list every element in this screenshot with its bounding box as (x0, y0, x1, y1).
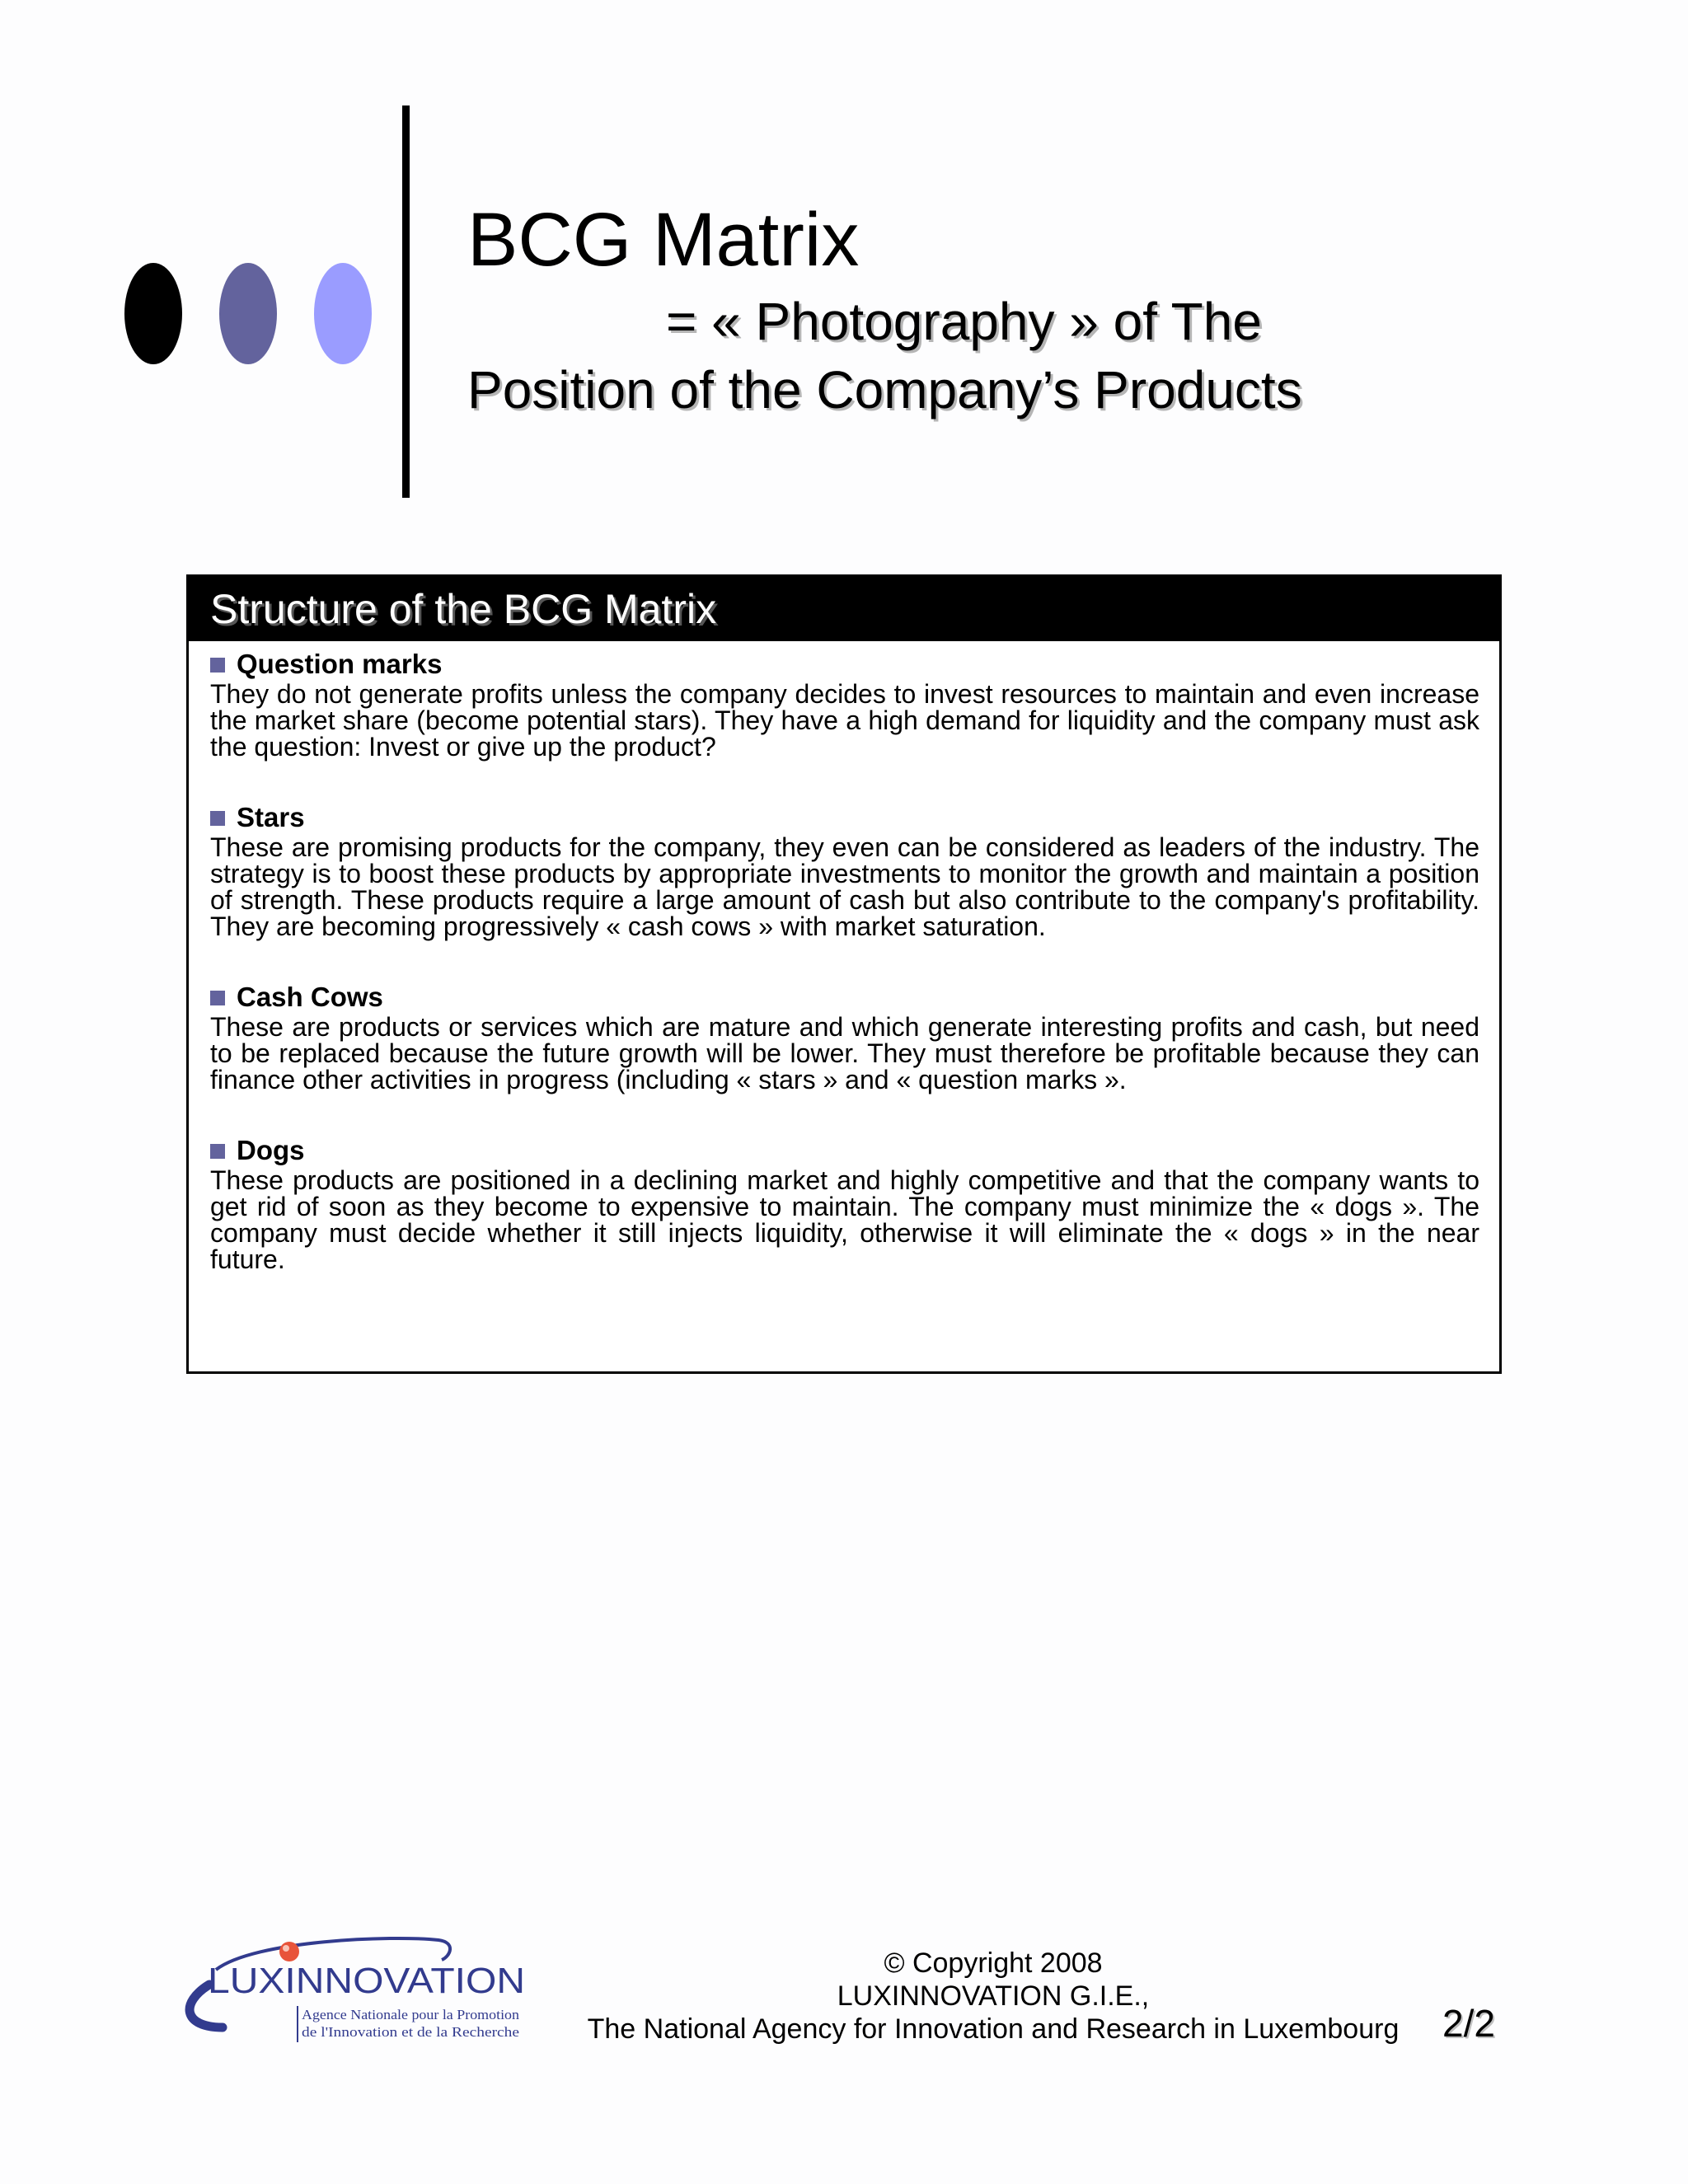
square-bullet-icon (210, 1144, 225, 1159)
section-heading: Stars (210, 801, 1479, 834)
section-heading: Question marks (210, 648, 1479, 681)
box-header (189, 577, 1499, 641)
logo-tagline-1: Agence Nationale pour la Promotion (302, 2007, 520, 2022)
section-stars (210, 801, 1479, 940)
square-bullet-icon (210, 811, 225, 826)
section-text: These products are positioned in a declining market and highly competitive and that the company wants to get rid of soon as they become to expensive to maintain. The company must minimize the « dogs ». The company must decide whether it still injects liquidity, otherwise it will eliminate the « dogs » in the near future. (210, 1165, 1479, 1274)
luxinnovation-logo (176, 1927, 531, 2052)
section-heading: Dogs (210, 1134, 1479, 1167)
page-number: 2/2 (1442, 2002, 1495, 2045)
footer (577, 1947, 1409, 2046)
decorative-dot-dark-purple (219, 263, 277, 364)
logo-red-ball (279, 1942, 299, 1961)
section-dogs (210, 1134, 1479, 1272)
section-cash-cows (210, 981, 1479, 1093)
footer-org: LUXINNOVATION G.I.E., (837, 1980, 1150, 2012)
square-bullet-icon (210, 991, 225, 1005)
box-body (189, 648, 1499, 1272)
footer-copyright: © Copyright 2008 (884, 1947, 1103, 1979)
box-title: Structure of the BCG Matrix (210, 586, 717, 632)
section-heading: Cash Cows (210, 981, 1479, 1014)
logo-tagline-2: de l'Innovation et de la Recherche (302, 2024, 519, 2040)
page-title: BCG Matrix (467, 198, 860, 282)
section-text: They do not generate profits unless the company decides to invest resources to maintain and even increase the market share (become potential stars). They have a high demand for liquidity and the company must ask the question: Invest or give up the product? (210, 679, 1479, 762)
vertical-divider (402, 105, 410, 498)
logo-name: LUXINNOVATION (208, 1961, 525, 2001)
decorative-dot-light-purple (314, 263, 372, 364)
bcg-structure-box (186, 574, 1502, 1374)
square-bullet-icon (210, 658, 225, 673)
section-question-marks (210, 648, 1479, 760)
section-text: These are products or services which are mature and which generate interesting profits and cash, but need to be replaced because the future growth will be lower. They must therefore be profitable because they can finance other activities in progress (including « stars » and « question marks ». (210, 1012, 1479, 1094)
decorative-dot-black (124, 263, 182, 364)
subtitle-line-2: Position of the Company’s Products (467, 360, 1302, 419)
subtitle-line-1: = « Photography » of The (666, 292, 1262, 351)
section-text: These are promising products for the company, they even can be considered as leaders of the industry. The strategy is to boost these products by appropriate investments to monitor the growth and maintain a position of strength. These products require a large amount of cash but also contribute to the company's profitability. They are becoming progressively « cash cows » with market saturation. (210, 832, 1479, 941)
footer-agency: The National Agency for Innovation and Research in Luxembourg (587, 2013, 1400, 2045)
